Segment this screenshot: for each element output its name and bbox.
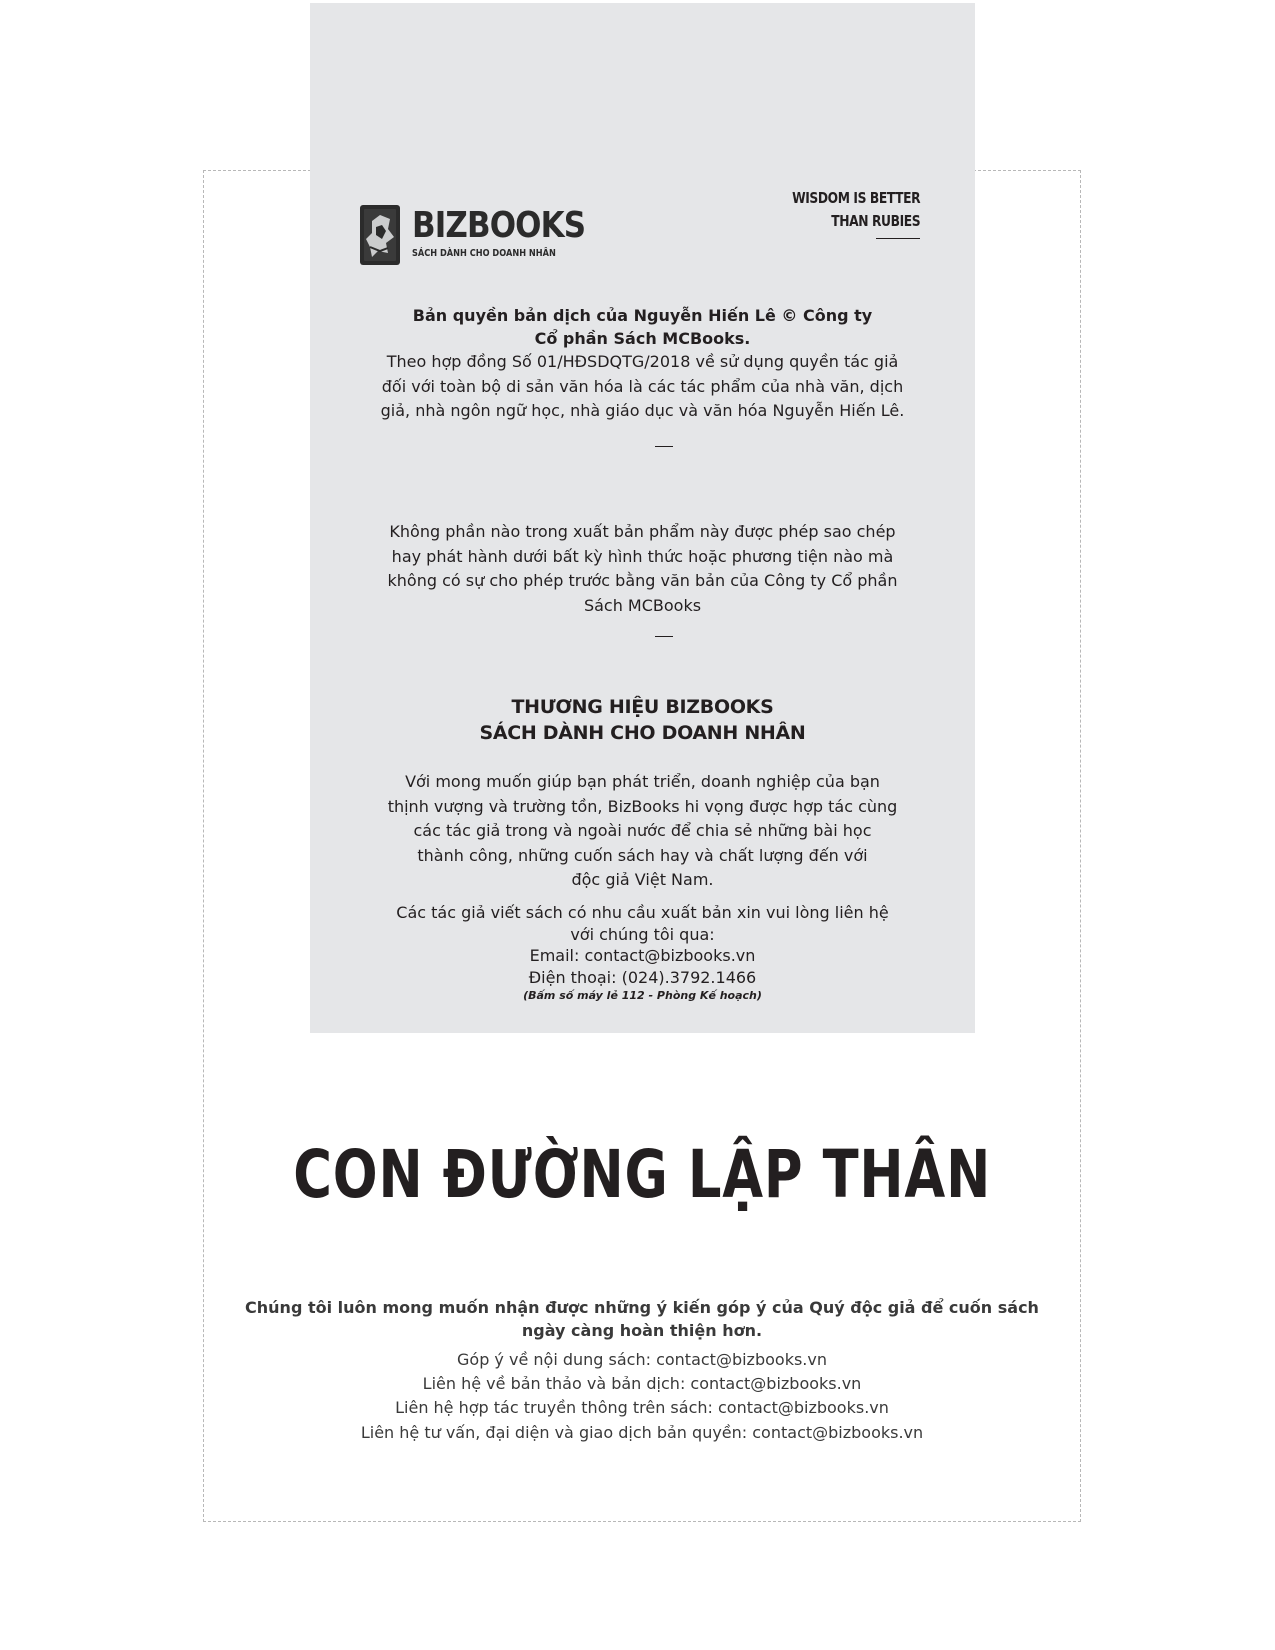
contact-phone: Điện thoại: (024).3792.1466 (528, 967, 757, 987)
contact-line: với chúng tôi qua: (570, 924, 715, 944)
copyright-line: đối với toàn bộ di sản văn hóa là các tác phẩm của nhà văn, dịch (381, 376, 904, 396)
mission-line: độc giả Việt Nam. (571, 870, 714, 889)
feedback-item: Góp ý về nội dung sách: contact@bizbooks.vn (457, 1350, 827, 1369)
notice-line: không có sự cho phép trước bằng văn bản của Công ty Cổ phần (387, 571, 898, 590)
copyright-bold-line: Cổ phần Sách MCBooks. (534, 329, 751, 348)
mission-line: các tác giả trong và ngoài nước để chia sẻ những bài học (413, 821, 872, 840)
mission-line: thịnh vượng và trường tồn, BizBooks hi vọng được hợp tác cùng (387, 796, 898, 816)
book-title (203, 1135, 1081, 1215)
logo-tagline: SÁCH DÀNH CHO DOANH NHÂN (412, 248, 556, 259)
feedback-contacts (203, 1348, 1081, 1445)
reproduction-notice (310, 520, 975, 618)
feedback-heading-line: Chúng tôi luôn mong muốn nhận được những ý kiến góp ý của Quý độc giả để cuốn sách (245, 1298, 1039, 1317)
motto (764, 187, 920, 233)
brand-heading (310, 694, 975, 746)
motto-line: WISDOM IS BETTER (791, 189, 920, 207)
book-title-text: CON ĐƯỜNG LẬP THÂN (293, 1136, 991, 1213)
contact-email: Email: contact@bizbooks.vn (529, 946, 756, 965)
author-contact (310, 902, 975, 1004)
copyright-bold-line: Bản quyền bản dịch của Nguyễn Hiến Lê © Công ty (412, 306, 873, 325)
extension-note: (Bấm số máy lẻ 112 - Phòng Kế hoạch) (523, 989, 762, 1002)
copyright-line: Theo hợp đồng Số 01/HĐSDQTG/2018 về sử dụng quyền tác giả (386, 352, 899, 371)
notice-line: hay phát hành dưới bất kỳ hình thức hoặc phương tiện nào mà (391, 546, 894, 566)
contact-line: Các tác giả viết sách có nhu cầu xuất bản xin vui lòng liên hệ (396, 903, 889, 922)
copyright-heading (310, 304, 975, 350)
mission-line: Với mong muốn giúp bạn phát triển, doanh nghiệp của bạn (405, 772, 880, 791)
brand-heading-line: THƯƠNG HIỆU BIZBOOKS (511, 696, 774, 718)
motto-divider (876, 238, 920, 239)
feedback-heading (203, 1296, 1081, 1342)
motto-line: THAN RUBIES (831, 212, 920, 230)
copyright-line: giả, nhà ngôn ngữ học, nhà giáo dục và văn hóa Nguyễn Hiến Lê. (380, 401, 905, 420)
section-divider (655, 636, 673, 637)
notice-line: Không phần nào trong xuất bản phẩm này được phép sao chép (389, 522, 896, 541)
bizbooks-logo (358, 203, 613, 267)
feedback-heading-line: ngày càng hoàn thiện hơn. (521, 1321, 763, 1340)
section-divider (655, 446, 673, 447)
feedback-item: Liên hệ hợp tác truyền thông trên sách: contact@bizbooks.vn (395, 1398, 889, 1418)
brand-heading-line: SÁCH DÀNH CHO DOANH NHÂN (479, 722, 806, 744)
brand-mission (310, 770, 975, 893)
feedback-item: Liên hệ về bản thảo và bản dịch: contact@bizbooks.vn (422, 1374, 862, 1394)
notice-line: Sách MCBooks (583, 595, 702, 615)
feedback-item: Liên hệ tư vấn, đại diện và giao dịch bản quyền: contact@bizbooks.vn (360, 1422, 924, 1442)
book-emblem-icon (358, 203, 402, 267)
copyright-body (310, 350, 975, 424)
logo-name: BIZBOOKS (412, 205, 586, 246)
mission-line: thành công, những cuốn sách hay và chất lượng đến với (417, 845, 868, 865)
